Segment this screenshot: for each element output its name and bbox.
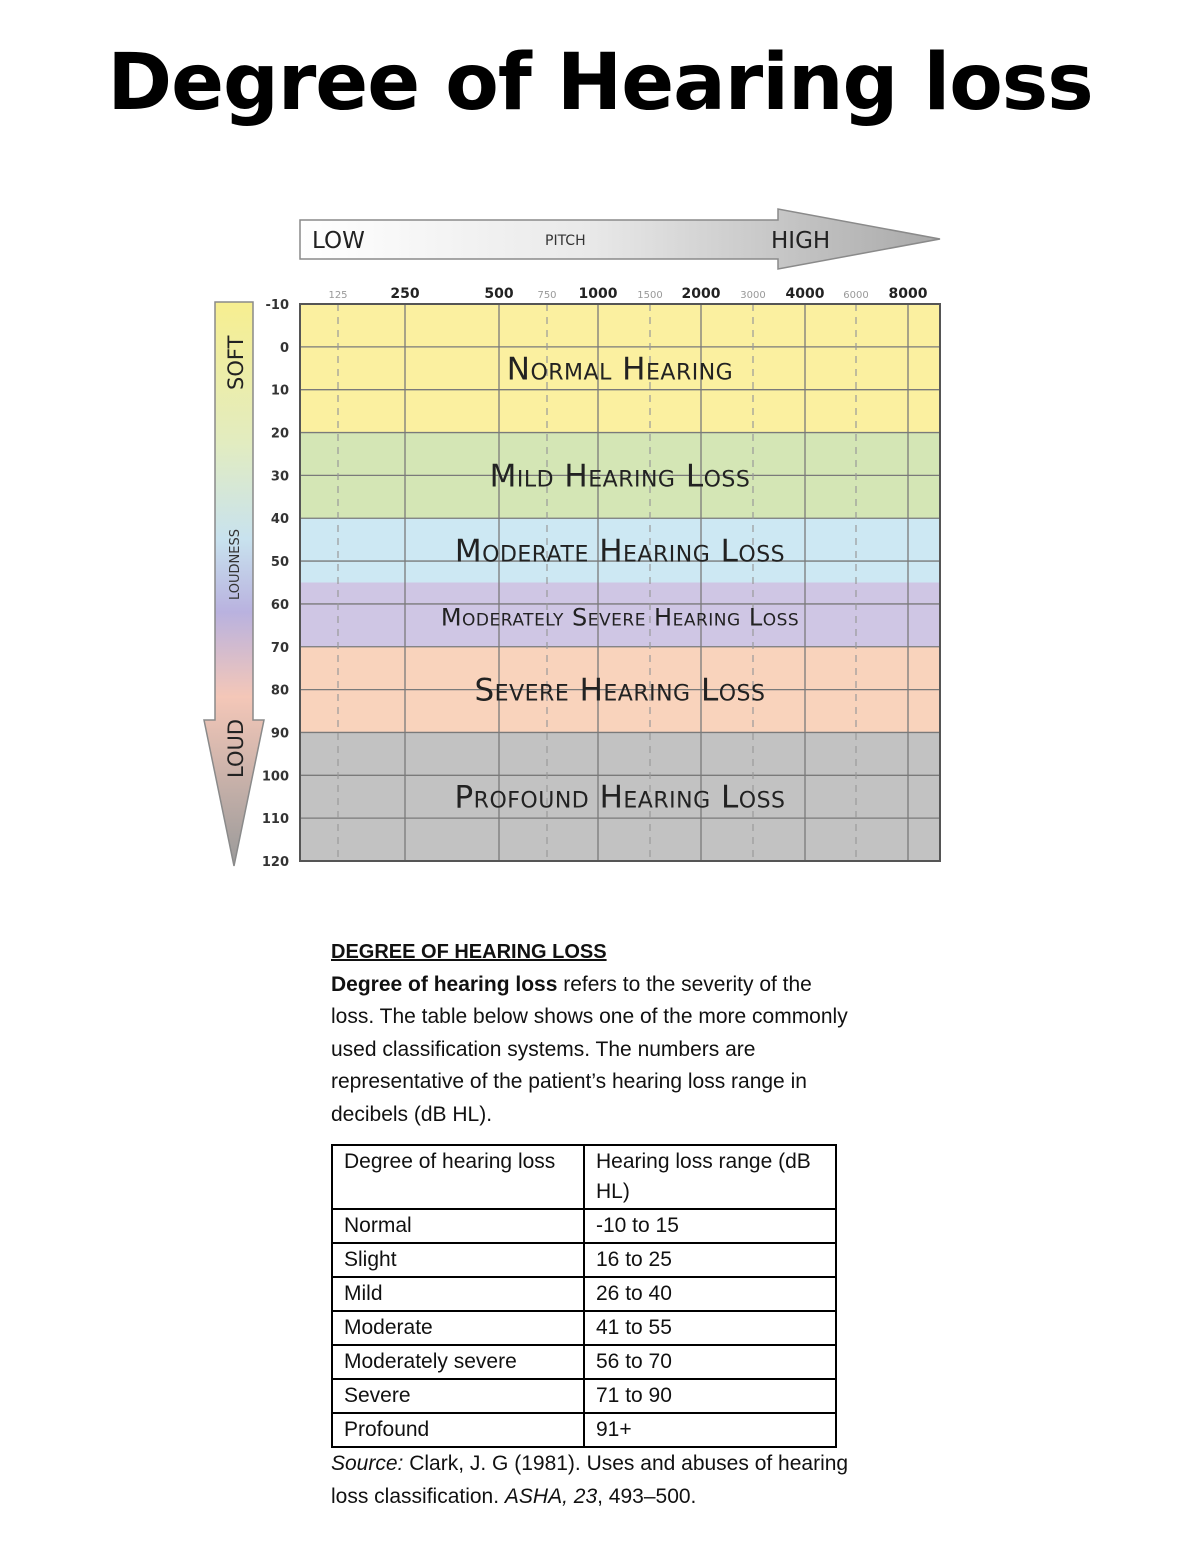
x-tick-label: 4000 (785, 286, 825, 302)
loudness-soft-label: SOFT (224, 335, 248, 390)
hearing-loss-table (331, 1144, 837, 1448)
band-label: Moderately Severe Hearing Loss (440, 603, 800, 632)
description-text (331, 969, 851, 1132)
y-tick-label: 10 (270, 383, 289, 399)
table-row (332, 1243, 836, 1277)
source-citation (331, 1447, 871, 1513)
range-cell: 16 to 25 (584, 1243, 836, 1277)
y-tick-label: 20 (270, 426, 289, 442)
y-tick-label: -10 (265, 298, 289, 313)
description-block (331, 936, 851, 1132)
pitch-arrow (300, 209, 940, 269)
pitch-low-label: LOW (312, 228, 365, 254)
description-lead-bold: Degree of hearing loss (331, 972, 558, 996)
source-text-1: Clark, J. G (1981). Uses and abuses of hearing loss classification. (331, 1452, 849, 1508)
pitch-mid-label: PITCH (545, 233, 586, 249)
table-row (332, 1345, 836, 1379)
degree-cell: Severe (332, 1379, 584, 1413)
table-row (332, 1413, 836, 1447)
pitch-high-label: HIGH (771, 228, 831, 254)
y-tick-label: 110 (261, 812, 289, 828)
x-tick-label: 6000 (843, 290, 869, 301)
table-header-cell: Degree of hearing loss (332, 1145, 584, 1209)
table-row (332, 1311, 836, 1345)
x-tick-label: 2000 (681, 286, 721, 302)
table-row (332, 1379, 836, 1413)
x-tick-label: 1500 (637, 290, 663, 301)
y-tick-label: 30 (270, 469, 289, 485)
y-tick-label: 120 (261, 855, 289, 870)
range-cell: 56 to 70 (584, 1345, 836, 1379)
y-tick-label: 100 (261, 769, 289, 785)
degree-cell: Slight (332, 1243, 584, 1277)
y-tick-label: 70 (270, 640, 289, 656)
degree-cell: Mild (332, 1277, 584, 1311)
y-tick-label: 0 (279, 340, 289, 356)
loudness-loud-label: LOUD (224, 718, 248, 778)
page-title: Degree of Hearing loss (107, 38, 1093, 128)
table-header-row (332, 1145, 836, 1209)
x-tick-label: 500 (484, 286, 514, 302)
table-header-cell: Hearing loss range (dB HL) (584, 1145, 836, 1209)
x-tick-label: 3000 (740, 290, 766, 301)
degree-cell: Normal (332, 1209, 584, 1243)
x-tick-label: 1000 (578, 286, 618, 302)
degree-cell: Moderate (332, 1311, 584, 1345)
x-tick-label: 125 (328, 290, 348, 301)
range-cell: 91+ (584, 1413, 836, 1447)
band-label: Severe Hearing Loss (474, 672, 766, 709)
y-tick-label: 80 (270, 683, 289, 699)
y-tick-label: 90 (270, 726, 289, 742)
degree-cell: Moderately severe (332, 1345, 584, 1379)
range-cell: 26 to 40 (584, 1277, 836, 1311)
y-tick-label: 50 (270, 555, 289, 571)
range-cell: 71 to 90 (584, 1379, 836, 1413)
source-journal: ASHA, 23 (504, 1485, 598, 1508)
table-row (332, 1209, 836, 1243)
description-heading: DEGREE OF HEARING LOSS (331, 941, 607, 963)
band-label: Mild Hearing Loss (489, 458, 751, 495)
band-label: Normal Hearing (506, 351, 734, 388)
y-tick-label: 60 (270, 597, 289, 613)
range-cell: 41 to 55 (584, 1311, 836, 1345)
source-text-2: , 493–500. (597, 1485, 697, 1508)
description-lead-rest: refers to the severity of the loss. The table below shows one of the more commonly used classification systems. The numbers are representative of the patient’s hearing loss range in decibels (dB HL). (331, 972, 848, 1126)
y-tick-label: 40 (270, 512, 289, 528)
x-tick-label: 8000 (888, 286, 928, 302)
x-tick-label: 250 (390, 286, 420, 302)
range-cell: -10 to 15 (584, 1209, 836, 1243)
loudness-mid-label: LOUDNESS (228, 529, 243, 600)
band-label: Moderate Hearing Loss (454, 533, 786, 570)
table-row (332, 1277, 836, 1311)
degree-cell: Profound (332, 1413, 584, 1447)
source-label: Source: (331, 1452, 404, 1475)
x-tick-label: 750 (537, 290, 557, 301)
band-label: Profound Hearing Loss (454, 779, 786, 816)
